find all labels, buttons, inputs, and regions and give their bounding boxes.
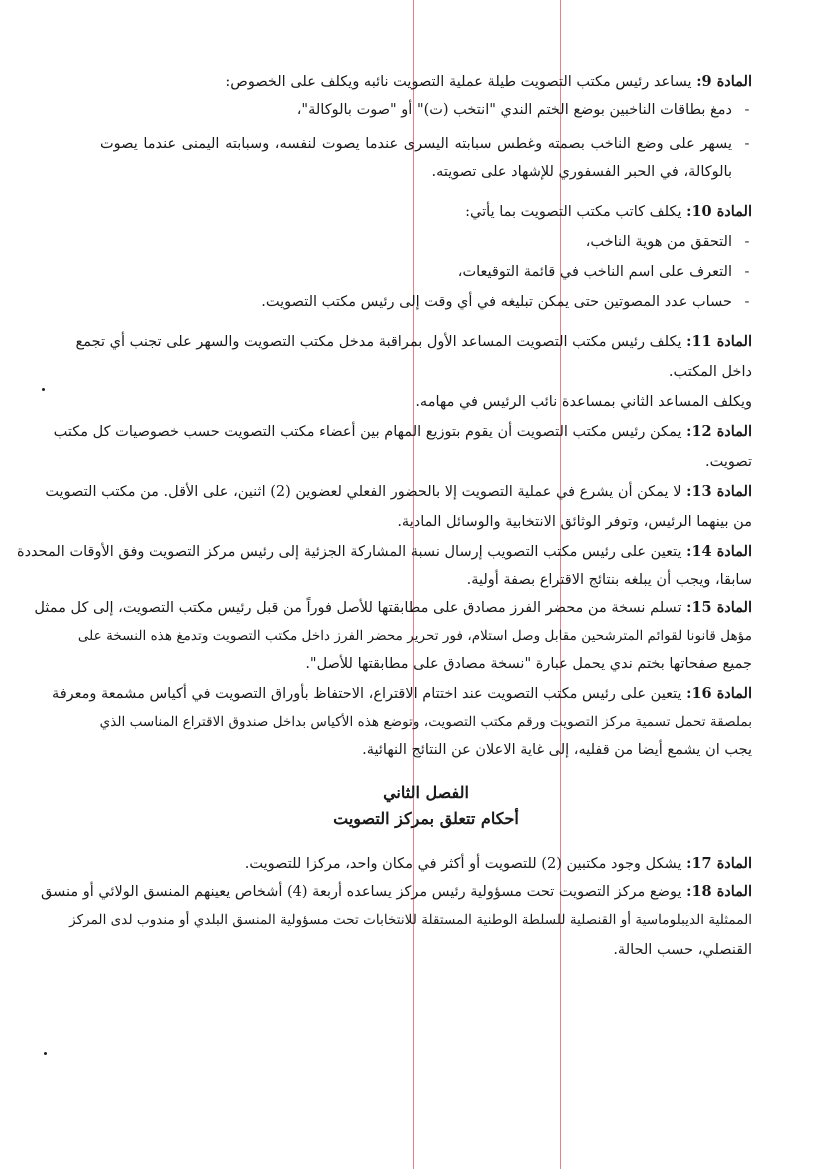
article-label: المادة 15: bbox=[686, 599, 752, 616]
list-item-text: دمغ بطاقات الناخبين بوضع الختم الندي "انتخب (ت)" أو "صوت بالوكالة"، bbox=[296, 102, 732, 118]
bullet-dash: - bbox=[744, 234, 750, 250]
article-text: القنصلي، حسب الحالة. bbox=[613, 942, 752, 958]
article-text: يكلف رئيس مكتب التصويت المساعد الأول بمراقبة مدخل مكتب التصويت والسهر على تجنب أي تجمع bbox=[75, 334, 687, 350]
document-page bbox=[16, 0, 752, 1169]
article-label: المادة 18: bbox=[686, 883, 752, 900]
article-12 bbox=[53, 420, 752, 444]
article-text: يكلف كاتب مكتب التصويت بما يأتي: bbox=[465, 204, 687, 220]
article-label: المادة 13: bbox=[686, 483, 752, 500]
article-label: المادة 14: bbox=[686, 543, 752, 560]
article-text: تسلم نسخة من محضر الفرز مصادق على مطابقتها للأصل فوراً من قبل رئيس مكتب التصويت، إلى كل ممثل bbox=[34, 600, 687, 616]
article-text: تصويت. bbox=[705, 454, 752, 470]
list-item-continuation bbox=[100, 160, 732, 184]
article-text: لا يمكن أن يشرع في عملية التصويت إلا بالحضور الفعلي لعضوين (2) اثنين، على الأقل. من مكتب التصويت bbox=[45, 484, 687, 500]
article-label: المادة 17: bbox=[686, 855, 752, 872]
list-item bbox=[100, 132, 732, 156]
article-text: يتعين على رئيس مكتب التصويت عند اختتام الاقتراع، الاحتفاظ بأوراق التصويت في أكياس مشمعة ومعرفة bbox=[51, 686, 687, 702]
article-text: سابقا، ويجب أن يبلغه بنتائج الاقتراع بصفة أولية. bbox=[466, 572, 752, 588]
article-text-line bbox=[69, 908, 752, 932]
article-text: يمكن رئيس مكتب التصويت أن يقوم بتوزيع المهام بين أعضاء مكتب التصويت حسب خصوصيات كل مكتب bbox=[53, 424, 687, 440]
article-label: المادة 9: bbox=[696, 73, 752, 90]
article-text: يساعد رئيس مكتب التصويت طيلة عملية التصويت نائبه ويكلف على الخصوص: bbox=[225, 74, 697, 90]
chapter-title: أحكام تتعلق بمركز التصويت bbox=[333, 809, 519, 828]
list-item-text: بالوكالة، في الحبر الفسفوري للإشهاد على تصويته. bbox=[431, 164, 732, 180]
list-item-text: التعرف على اسم الناخب في قائمة التوقيعات، bbox=[457, 264, 732, 280]
article-18 bbox=[40, 880, 752, 904]
article-text: جميع صفحاتها بختم ندي يحمل عبارة "نسخة مصادق على مطابقتها للأصل". bbox=[305, 656, 752, 672]
article-10-intro bbox=[100, 200, 752, 224]
article-text: ويكلف المساعد الثاني بمساعدة نائب الرئيس في مهامه. bbox=[415, 394, 752, 410]
article-text: يتعين على رئيس مكتب التصويب إرسال نسبة المشاركة الجزئية إلى رئيس مركز التصويت وفق الأوقات المحددة bbox=[16, 544, 687, 560]
article-text-line bbox=[100, 450, 752, 474]
article-label: المادة 16: bbox=[686, 685, 752, 702]
article-text: يشكل وجود مكتبين (2) للتصويت أو أكثر في مكان واحد، مركزا للتصويت. bbox=[244, 856, 687, 872]
article-label: المادة 12: bbox=[686, 423, 752, 440]
article-text-line bbox=[100, 938, 752, 962]
article-13 bbox=[45, 480, 752, 504]
list-item bbox=[100, 290, 732, 314]
article-text-line bbox=[100, 510, 752, 534]
article-text: الممثلية الديبلوماسية أو القنصلية للسلطة الوطنية المستقلة للانتخابات تحت مسؤولية المنسق البلدي أو مندوب لدى المركز bbox=[69, 912, 752, 928]
article-text: من بينهما الرئيس، وتوفر الوثائق الانتخابية والوسائل المادية. bbox=[397, 514, 752, 530]
scan-speck bbox=[42, 388, 45, 391]
bullet-dash: - bbox=[744, 102, 750, 118]
article-text: يوضع مركز التصويت تحت مسؤولية رئيس مركز يساعده أربعة (4) أشخاص يعينهم المنسق الولائي أو منسق bbox=[40, 884, 687, 900]
scan-speck bbox=[44, 1052, 47, 1055]
article-17 bbox=[100, 852, 752, 876]
article-text-line bbox=[100, 652, 752, 676]
list-item-text: يسهر على وضع الناخب بصمته وغطس سبابته اليسرى عندما يصوت لنفسه، وسبابته اليمنى عندما يصوت bbox=[100, 136, 732, 152]
article-text-line bbox=[100, 568, 752, 592]
article-11 bbox=[75, 330, 752, 354]
article-text: داخل المكتب. bbox=[668, 364, 752, 380]
article-text: يجب ان يشمع أيضا من قفليه، إلى غاية الاعلان عن النتائج النهائية. bbox=[362, 742, 752, 758]
list-item-text: التحقق من هوية الناخب، bbox=[585, 234, 732, 250]
article-9-intro bbox=[100, 70, 752, 94]
article-16 bbox=[51, 682, 752, 706]
article-text-line bbox=[100, 390, 752, 414]
article-text-line bbox=[77, 624, 752, 648]
article-text-line bbox=[100, 710, 752, 734]
chapter-number: الفصل الثاني bbox=[383, 783, 469, 802]
list-item bbox=[100, 98, 732, 122]
article-text-line bbox=[100, 360, 752, 384]
list-item bbox=[100, 230, 732, 254]
bullet-dash: - bbox=[744, 264, 750, 280]
bullet-dash: - bbox=[744, 136, 750, 152]
list-item-text: حساب عدد المصوتين حتى يمكن تبليغه في أي وقت إلى رئيس مكتب التصويت. bbox=[261, 294, 732, 310]
article-text-line bbox=[100, 738, 752, 762]
article-text: مؤهل قانونا لقوائم المترشحين مقابل وصل استلام، فور تحرير محضر الفرز داخل مكتب التصويت وتدمغ هذه النسخة على bbox=[77, 628, 752, 644]
list-item bbox=[100, 260, 732, 284]
article-14 bbox=[16, 540, 752, 564]
bullet-dash: - bbox=[744, 294, 750, 310]
article-label: المادة 11: bbox=[686, 333, 752, 350]
article-text: بملصقة تحمل تسمية مركز التصويت ورقم مكتب التصويت، وتوضع هذه الأكياس بداخل صندوق الاقتراع المناسب الذي bbox=[99, 714, 752, 730]
article-label: المادة 10: bbox=[686, 203, 752, 220]
article-15 bbox=[34, 596, 752, 620]
